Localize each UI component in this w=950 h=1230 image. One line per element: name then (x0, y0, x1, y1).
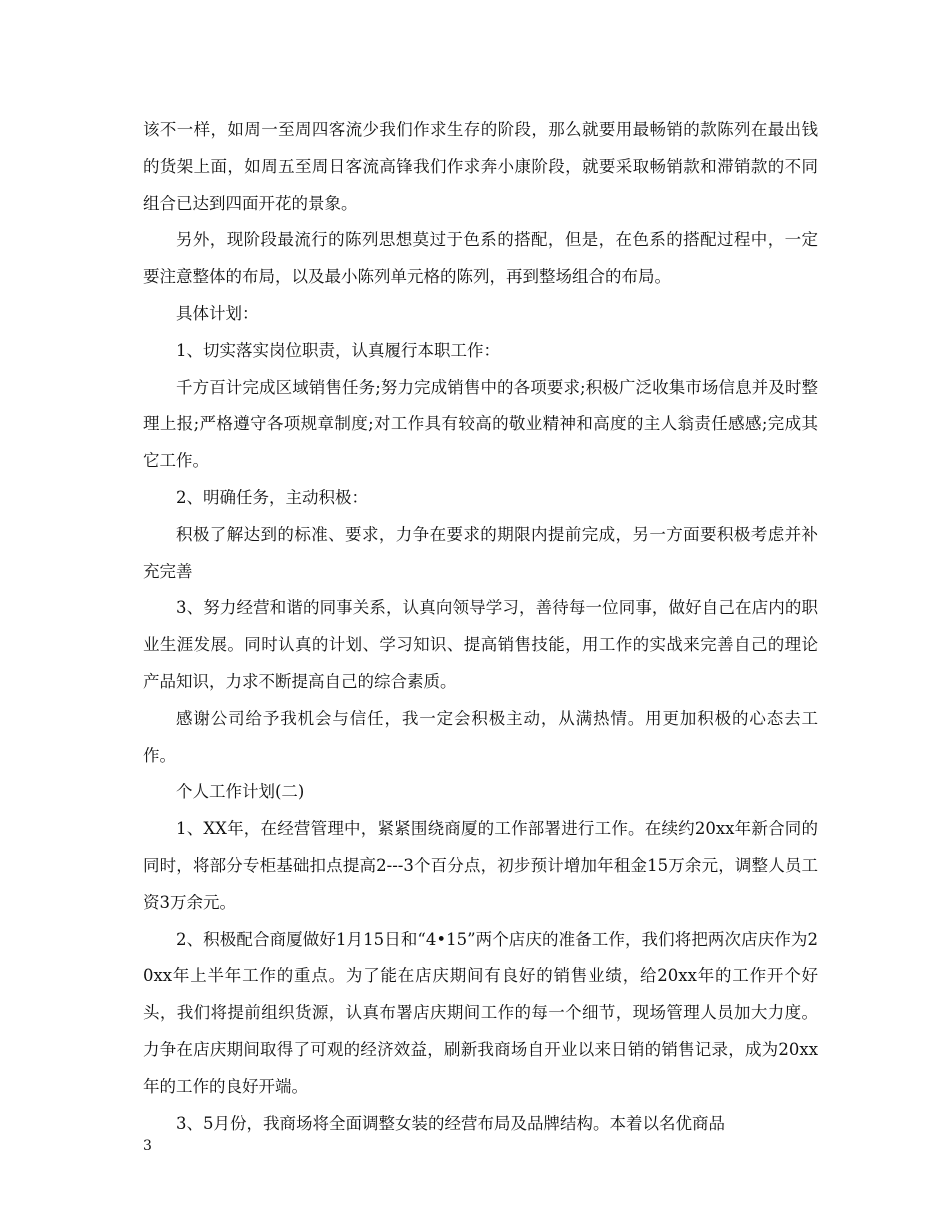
paragraph: 2、积极配合商厦做好1月15日和“4•15”两个店庆的准备工作，我们将把两次店庆作为20xx年上半年工作的重点。为了能在店庆期间有良好的销售业绩，给20xx年的工作开个好头，我们将提前组织货源，认真布署店庆期间工作的每一个细节，现场管理人员加大力度。力争在店庆期间取得了可观的经济效益，刷新我商场自开业以来日销的销售记录，成为20xx年的工作的良好开端。 (143, 929, 818, 1096)
section-heading: 个人工作计划(二) (176, 782, 305, 802)
page-number: 3 (143, 1138, 152, 1154)
paragraph: 感谢公司给予我机会与信任，我一定会积极主动，从满热情。用更加积极的心态去工作。 (143, 708, 818, 765)
document-body (143, 112, 818, 1142)
paragraph: 3、5月份，我商场将全面调整女装的经营布局及品牌结构。本着以名优商品 (176, 1113, 725, 1133)
paragraph: 另外，现阶段最流行的陈列思想莫过于色系的搭配，但是，在色系的搭配过程中，一定要注意整体的布局，以及最小陈列单元格的陈列，再到整场组合的布局。 (143, 230, 818, 287)
paragraph: 具体计划： (176, 303, 259, 323)
paragraph: 1、切实落实岗位职责，认真履行本职工作： (176, 340, 500, 360)
paragraph: 该不一样，如周一至周四客流少我们作求生存的阶段，那么就要用最畅销的款陈列在最出钱的货架上面，如周五至周日客流高锋我们作求奔小康阶段，就要采取畅销款和滞销款的不同组合已达到四面开花的景象。 (143, 120, 818, 213)
paragraph: 积极了解达到的标准、要求，力争在要求的期限内提前完成，另一方面要积极考虑并补充完善 (143, 524, 818, 581)
paragraph: 3、努力经营和谐的同事关系，认真向领导学习，善待每一位同事，做好自己在店内的职业生涯发展。同时认真的计划、学习知识、提高销售技能，用工作的实战来完善自己的理论产品知识，力求不断提高自己的综合素质。 (143, 598, 818, 691)
paragraph: 2、明确任务，主动积极： (176, 487, 368, 507)
paragraph: 千方百计完成区域销售任务;努力完成销售中的各项要求;积极广泛收集市场信息并及时整理上报;严格遵守各项规章制度;对工作具有较高的敬业精神和高度的主人翁责任感感;完成其它工作。 (143, 377, 818, 471)
paragraph: 1、XX年，在经营管理中，紧紧围绕商厦的工作部署进行工作。在续约20xx年新合同的同时，将部分专柜基础扣点提高2---3个百分点，初步预计增加年租金15万余元，调整人员工资3万余元。 (143, 819, 818, 912)
